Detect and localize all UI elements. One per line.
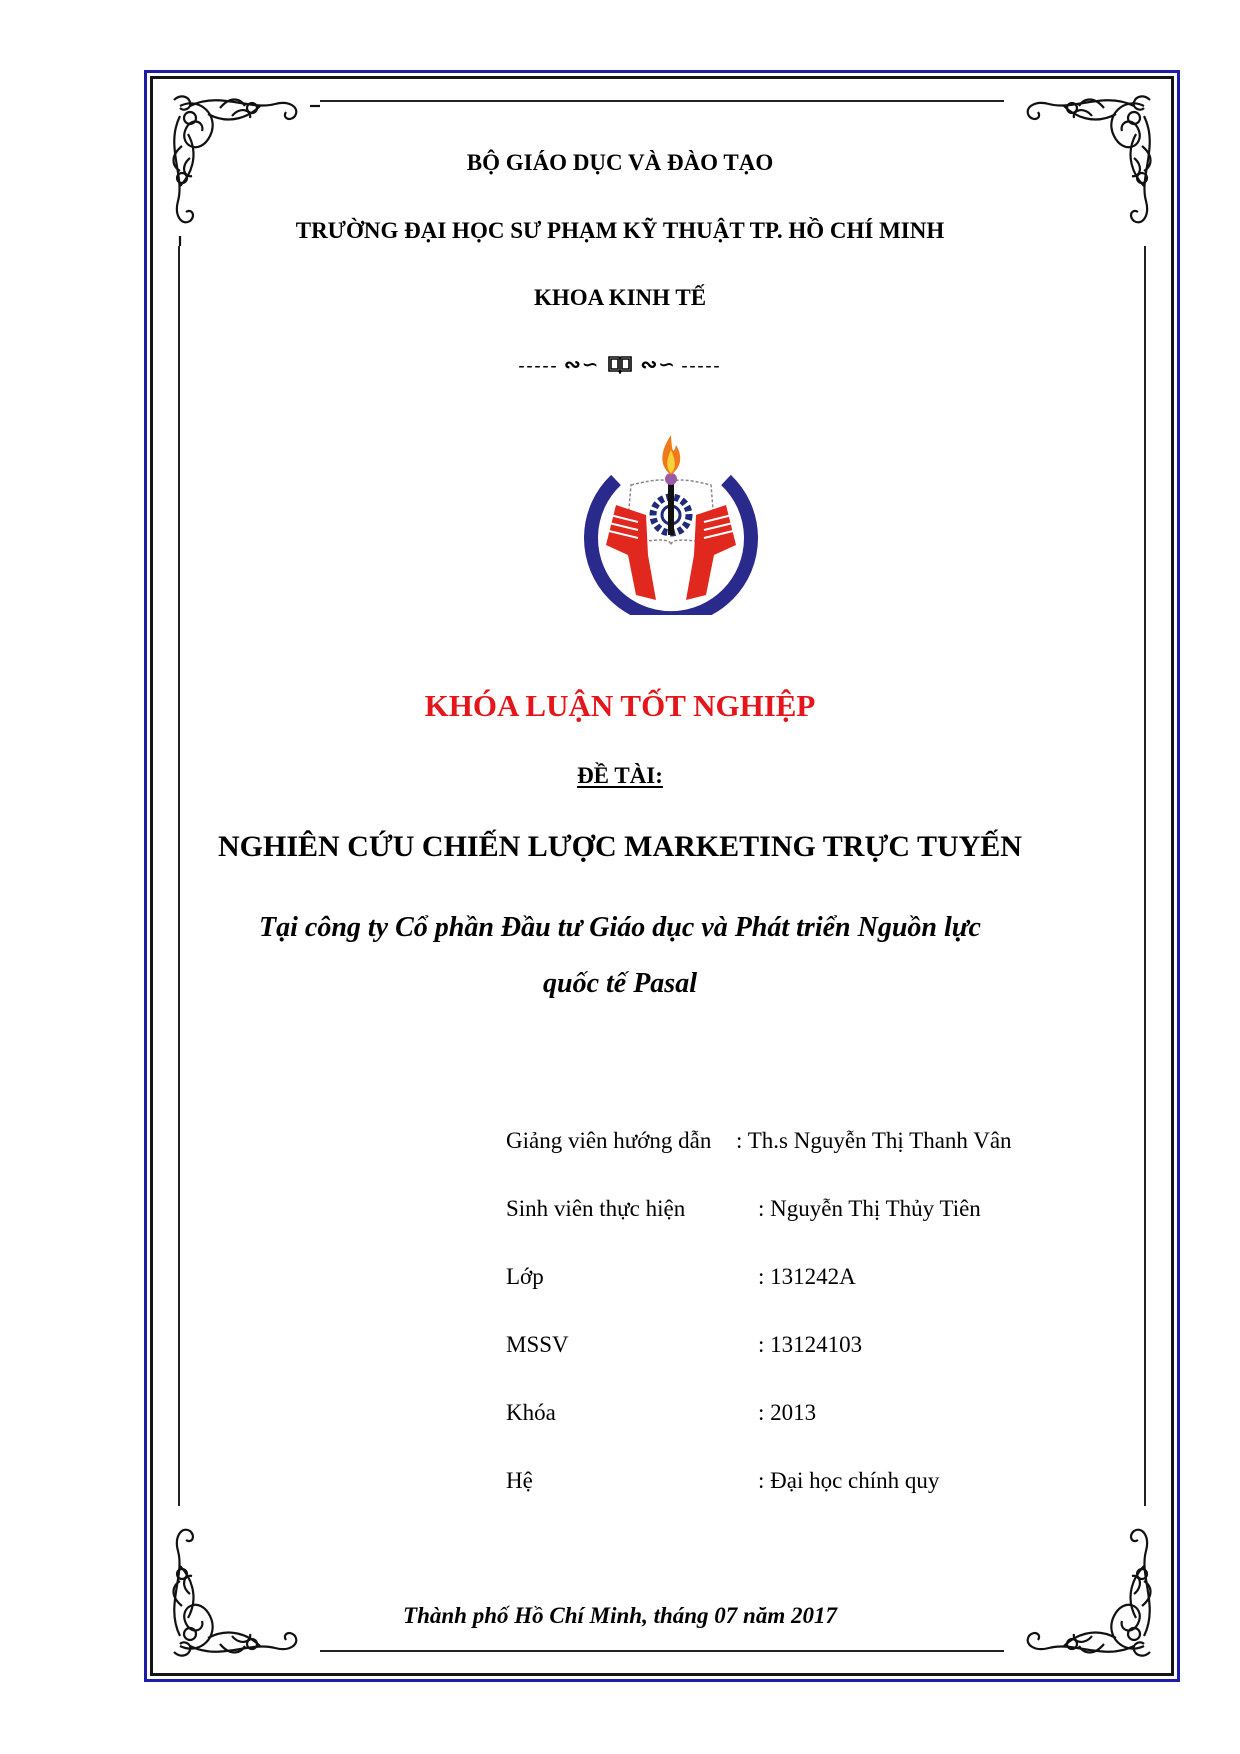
divider-dashes-left: ----- xyxy=(518,355,559,375)
floral-corner-icon xyxy=(160,1506,320,1666)
page-border-line xyxy=(178,100,1146,1652)
divider-dashes-right: ----- xyxy=(681,355,722,375)
info-label: Hệ xyxy=(506,1468,533,1493)
info-label: Khóa xyxy=(506,1400,556,1425)
place-date: Thành phố Hồ Chí Minh, tháng 07 năm 2017 xyxy=(403,1603,837,1628)
info-label: MSSV xyxy=(506,1332,569,1357)
university-heading: TRƯỜNG ĐẠI HỌC SƯ PHẠM KỸ THUẬT TP. HỒ CHÍ MINH xyxy=(295,218,945,243)
info-value: : Đại học chính quy xyxy=(758,1468,940,1493)
ornamental-divider xyxy=(0,352,1240,379)
thesis-title: KHÓA LUẬN TỐT NGHIỆP xyxy=(424,688,816,723)
ministry-heading: BỘ GIÁO DỤC VÀ ĐÀO TẠO xyxy=(466,150,774,175)
scroll-ornament-icon: ∾∽ xyxy=(640,354,677,376)
topic-label xyxy=(0,763,1240,789)
info-value: : 2013 xyxy=(758,1400,817,1425)
open-book-icon xyxy=(607,354,633,379)
info-value: : Th.s Nguyễn Thị Thanh Vân xyxy=(736,1128,1012,1153)
topic-title: NGHIÊN CỨU CHIẾN LƯỢC MARKETING TRỰC TUYẾN xyxy=(218,830,1022,863)
info-label: Sinh viên thực hiện xyxy=(506,1196,686,1221)
floral-corner-icon xyxy=(1004,1506,1164,1666)
topic-subtitle-line1: Tại công ty Cổ phần Đầu tư Giáo dục và Phát triển Nguồn lực xyxy=(259,912,981,943)
info-value: : Nguyễn Thị Thủy Tiên xyxy=(758,1196,981,1221)
university-emblem-icon xyxy=(576,425,766,615)
info-label: Giảng viên hướng dẫn xyxy=(506,1128,712,1153)
faculty-heading: KHOA KINH TẾ xyxy=(533,285,707,310)
scroll-ornament-icon: ∾∽ xyxy=(563,354,600,376)
info-label: Lớp xyxy=(506,1264,544,1289)
info-value: : 131242A xyxy=(758,1264,856,1289)
topic-label-text: ĐỀ TÀI: xyxy=(577,763,663,788)
info-value: : 13124103 xyxy=(758,1332,863,1357)
topic-subtitle-line2: quốc tế Pasal xyxy=(543,968,697,999)
